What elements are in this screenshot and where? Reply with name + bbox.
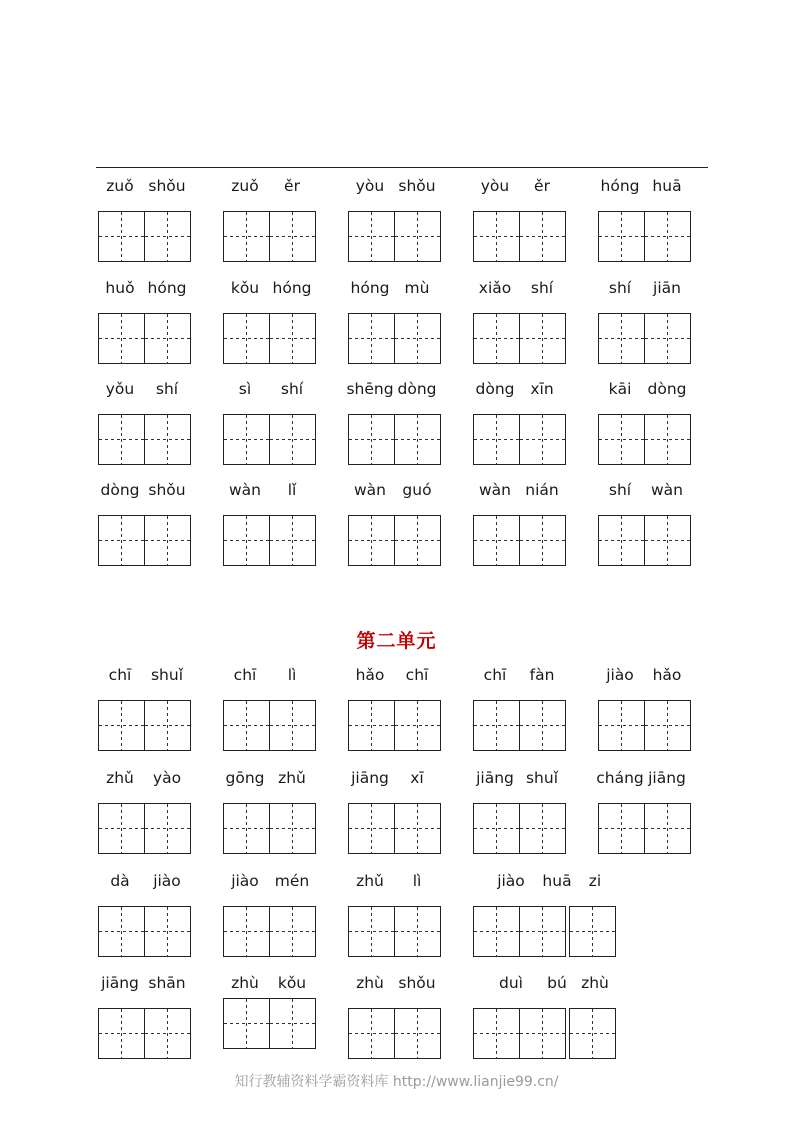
writing-grid xyxy=(348,211,441,262)
tianzige-cell[interactable] xyxy=(519,313,566,364)
writing-grid xyxy=(598,803,691,854)
tianzige-cell[interactable] xyxy=(223,211,270,262)
pinyin-syllable: zuǒ xyxy=(231,177,259,195)
tianzige-cell[interactable] xyxy=(223,515,270,566)
pinyin-syllable: shí xyxy=(280,380,304,398)
tianzige-cell[interactable] xyxy=(144,211,191,262)
tianzige-cell[interactable] xyxy=(269,998,316,1049)
tianzige-cell[interactable] xyxy=(269,313,316,364)
writing-grid xyxy=(473,1008,616,1059)
pinyin-syllable: zhǔ xyxy=(278,769,306,787)
writing-grid xyxy=(348,803,441,854)
pinyin-syllable: shí xyxy=(608,279,632,297)
tianzige-cell[interactable] xyxy=(473,700,520,751)
pinyin-syllable: yòu xyxy=(480,177,510,195)
pinyin-syllable: dà xyxy=(110,872,130,890)
tianzige-cell[interactable] xyxy=(269,414,316,465)
tianzige-cell[interactable] xyxy=(98,515,145,566)
pinyin-syllable: hóng xyxy=(350,279,390,297)
tianzige-cell[interactable] xyxy=(519,211,566,262)
tianzige-cell[interactable] xyxy=(519,906,566,957)
pinyin-syllable: chī xyxy=(233,666,257,684)
tianzige-cell[interactable] xyxy=(144,906,191,957)
writing-grid xyxy=(223,700,316,751)
pinyin-syllable: chī xyxy=(483,666,507,684)
tianzige-cell[interactable] xyxy=(598,515,645,566)
tianzige-cell[interactable] xyxy=(348,313,395,364)
tianzige-cell[interactable] xyxy=(269,803,316,854)
writing-grid xyxy=(223,414,316,465)
pinyin-syllable: gōng xyxy=(225,769,265,787)
pinyin-syllable: shí xyxy=(155,380,179,398)
pinyin-syllable: dòng xyxy=(475,380,515,398)
writing-grid xyxy=(348,700,441,751)
tianzige-cell[interactable] xyxy=(98,803,145,854)
tianzige-cell[interactable] xyxy=(473,803,520,854)
tianzige-cell[interactable] xyxy=(144,414,191,465)
pinyin-syllable: kāi xyxy=(608,380,632,398)
tianzige-cell[interactable] xyxy=(98,906,145,957)
pinyin-syllable: chī xyxy=(405,666,429,684)
tianzige-cell[interactable] xyxy=(223,998,270,1049)
tianzige-cell[interactable] xyxy=(223,700,270,751)
writing-grid xyxy=(223,515,316,566)
writing-grid xyxy=(598,515,691,566)
tianzige-cell[interactable] xyxy=(394,906,441,957)
tianzige-cell[interactable] xyxy=(473,211,520,262)
footer-watermark: 知行教辅资料学霸资料库 http://www.lianjie99.cn/ xyxy=(234,1074,559,1090)
writing-grid xyxy=(348,313,441,364)
top-divider xyxy=(96,167,708,168)
tianzige-cell[interactable] xyxy=(98,700,145,751)
tianzige-cell[interactable] xyxy=(223,414,270,465)
pinyin-syllable: zhù xyxy=(581,974,609,992)
tianzige-cell[interactable] xyxy=(269,515,316,566)
tianzige-cell[interactable] xyxy=(519,803,566,854)
pinyin-syllable: shēng xyxy=(346,380,394,398)
writing-grid xyxy=(98,211,191,262)
pinyin-syllable: shí xyxy=(608,481,632,499)
tianzige-cell[interactable] xyxy=(223,906,270,957)
pinyin-syllable: mén xyxy=(274,872,310,890)
pinyin-syllable: ěr xyxy=(284,177,300,195)
pinyin-syllable: wàn xyxy=(479,481,511,499)
pinyin-syllable: shuǐ xyxy=(525,769,559,787)
writing-grid xyxy=(223,803,316,854)
pinyin-syllable: yǒu xyxy=(105,380,135,398)
tianzige-cell[interactable] xyxy=(144,803,191,854)
pinyin-syllable: dòng xyxy=(397,380,437,398)
tianzige-cell[interactable] xyxy=(644,313,691,364)
writing-grid xyxy=(98,700,191,751)
pinyin-syllable: xī xyxy=(410,769,424,787)
pinyin-syllable: yào xyxy=(152,769,182,787)
writing-grid xyxy=(98,1008,191,1059)
tianzige-cell[interactable] xyxy=(144,1008,191,1059)
pinyin-syllable: zhǔ xyxy=(106,769,134,787)
writing-grid xyxy=(223,313,316,364)
tianzige-cell[interactable] xyxy=(394,313,441,364)
pinyin-syllable: jiào xyxy=(153,872,181,890)
tianzige-cell[interactable] xyxy=(144,700,191,751)
pinyin-syllable: shuǐ xyxy=(150,666,184,684)
tianzige-cell[interactable] xyxy=(473,313,520,364)
pinyin-syllable: duì xyxy=(499,974,523,992)
tianzige-cell[interactable] xyxy=(223,313,270,364)
tianzige-cell[interactable] xyxy=(269,906,316,957)
writing-grid xyxy=(98,906,191,957)
pinyin-syllable: dòng xyxy=(647,380,687,398)
writing-grid xyxy=(473,211,566,262)
writing-grid xyxy=(473,700,566,751)
pinyin-syllable: lǐ xyxy=(287,481,297,499)
pinyin-syllable: yòu xyxy=(355,177,385,195)
pinyin-syllable: jiào xyxy=(606,666,634,684)
pinyin-syllable: jiào xyxy=(231,872,259,890)
pinyin-syllable: lì xyxy=(287,666,297,684)
writing-grid xyxy=(348,414,441,465)
pinyin-syllable: jiāng xyxy=(351,769,389,787)
tianzige-cell[interactable] xyxy=(394,515,441,566)
writing-grid xyxy=(98,515,191,566)
pinyin-syllable: kǒu xyxy=(277,974,307,992)
writing-grid xyxy=(348,906,441,957)
pinyin-syllable: ěr xyxy=(534,177,550,195)
pinyin-syllable: dòng xyxy=(100,481,140,499)
tianzige-cell[interactable] xyxy=(269,211,316,262)
tianzige-cell[interactable] xyxy=(348,211,395,262)
tianzige-cell[interactable] xyxy=(569,1008,616,1059)
tianzige-cell[interactable] xyxy=(223,803,270,854)
tianzige-cell[interactable] xyxy=(473,906,520,957)
writing-grid xyxy=(473,906,616,957)
tianzige-cell[interactable] xyxy=(98,1008,145,1059)
pinyin-syllable: jiāng xyxy=(648,769,686,787)
pinyin-syllable: jiān xyxy=(653,279,681,297)
pinyin-syllable: hóng xyxy=(272,279,312,297)
pinyin-syllable: wàn xyxy=(354,481,386,499)
pinyin-syllable: kǒu xyxy=(230,279,260,297)
pinyin-syllable: zi xyxy=(588,872,602,890)
tianzige-cell[interactable] xyxy=(473,515,520,566)
pinyin-syllable: huā xyxy=(542,872,572,890)
pinyin-syllable: shǒu xyxy=(398,974,436,992)
tianzige-cell[interactable] xyxy=(348,700,395,751)
writing-grid xyxy=(98,313,191,364)
pinyin-syllable: bú xyxy=(547,974,567,992)
tianzige-cell[interactable] xyxy=(394,700,441,751)
tianzige-cell[interactable] xyxy=(98,414,145,465)
tianzige-cell[interactable] xyxy=(598,700,645,751)
writing-grid xyxy=(473,803,566,854)
pinyin-syllable: zhǔ xyxy=(356,872,384,890)
pinyin-syllable: lì xyxy=(412,872,422,890)
tianzige-cell[interactable] xyxy=(644,803,691,854)
tianzige-cell[interactable] xyxy=(644,700,691,751)
pinyin-syllable: shǒu xyxy=(398,177,436,195)
pinyin-syllable: hǎo xyxy=(355,666,385,684)
pinyin-syllable: huǒ xyxy=(105,279,135,297)
writing-grid xyxy=(98,803,191,854)
pinyin-syllable: hóng xyxy=(147,279,187,297)
tianzige-cell[interactable] xyxy=(394,1008,441,1059)
pinyin-syllable: zuǒ xyxy=(106,177,134,195)
section-title-unit-2: 第二单元 xyxy=(356,630,437,652)
writing-grid xyxy=(223,906,316,957)
tianzige-cell[interactable] xyxy=(644,211,691,262)
tianzige-cell[interactable] xyxy=(473,1008,520,1059)
pinyin-syllable: hǎo xyxy=(652,666,682,684)
pinyin-syllable: wàn xyxy=(651,481,683,499)
pinyin-syllable: sì xyxy=(238,380,252,398)
writing-grid xyxy=(473,313,566,364)
pinyin-syllable: shān xyxy=(148,974,186,992)
writing-grid xyxy=(473,515,566,566)
pinyin-syllable: jiào xyxy=(497,872,525,890)
tianzige-cell[interactable] xyxy=(519,414,566,465)
tianzige-cell[interactable] xyxy=(269,700,316,751)
tianzige-cell[interactable] xyxy=(519,515,566,566)
tianzige-cell[interactable] xyxy=(598,211,645,262)
pinyin-syllable: jiāng xyxy=(101,974,139,992)
pinyin-syllable: mù xyxy=(404,279,430,297)
pinyin-syllable: cháng xyxy=(596,769,644,787)
pinyin-syllable: fàn xyxy=(529,666,555,684)
tianzige-cell[interactable] xyxy=(598,803,645,854)
tianzige-cell[interactable] xyxy=(598,313,645,364)
pinyin-syllable: huā xyxy=(652,177,682,195)
pinyin-syllable: zhù xyxy=(356,974,384,992)
writing-grid xyxy=(598,211,691,262)
tianzige-cell[interactable] xyxy=(598,414,645,465)
writing-grid xyxy=(473,414,566,465)
tianzige-cell[interactable] xyxy=(644,515,691,566)
pinyin-syllable: hóng xyxy=(600,177,640,195)
tianzige-cell[interactable] xyxy=(144,515,191,566)
pinyin-syllable: xīn xyxy=(530,380,554,398)
tianzige-cell[interactable] xyxy=(348,414,395,465)
tianzige-cell[interactable] xyxy=(348,906,395,957)
writing-grid xyxy=(598,313,691,364)
tianzige-cell[interactable] xyxy=(394,414,441,465)
pinyin-syllable: nián xyxy=(525,481,559,499)
writing-grid xyxy=(598,700,691,751)
tianzige-cell[interactable] xyxy=(473,414,520,465)
tianzige-cell[interactable] xyxy=(644,414,691,465)
writing-grid xyxy=(223,998,316,1049)
tianzige-cell[interactable] xyxy=(348,1008,395,1059)
pinyin-syllable: chī xyxy=(108,666,132,684)
pinyin-syllable: guó xyxy=(402,481,432,499)
tianzige-cell[interactable] xyxy=(519,700,566,751)
tianzige-cell[interactable] xyxy=(98,211,145,262)
pinyin-syllable: shí xyxy=(530,279,554,297)
writing-grid xyxy=(348,515,441,566)
writing-grid xyxy=(348,1008,441,1059)
pinyin-syllable: shǒu xyxy=(148,177,186,195)
tianzige-cell[interactable] xyxy=(348,515,395,566)
tianzige-cell[interactable] xyxy=(98,313,145,364)
writing-grid xyxy=(223,211,316,262)
tianzige-cell[interactable] xyxy=(569,906,616,957)
pinyin-syllable: wàn xyxy=(229,481,261,499)
tianzige-cell[interactable] xyxy=(144,313,191,364)
pinyin-syllable: zhù xyxy=(231,974,259,992)
tianzige-cell[interactable] xyxy=(394,211,441,262)
tianzige-cell[interactable] xyxy=(519,1008,566,1059)
tianzige-cell[interactable] xyxy=(348,803,395,854)
pinyin-syllable: jiāng xyxy=(476,769,514,787)
writing-grid xyxy=(98,414,191,465)
writing-grid xyxy=(598,414,691,465)
tianzige-cell[interactable] xyxy=(394,803,441,854)
pinyin-syllable: xiǎo xyxy=(478,279,512,297)
pinyin-syllable: shǒu xyxy=(148,481,186,499)
